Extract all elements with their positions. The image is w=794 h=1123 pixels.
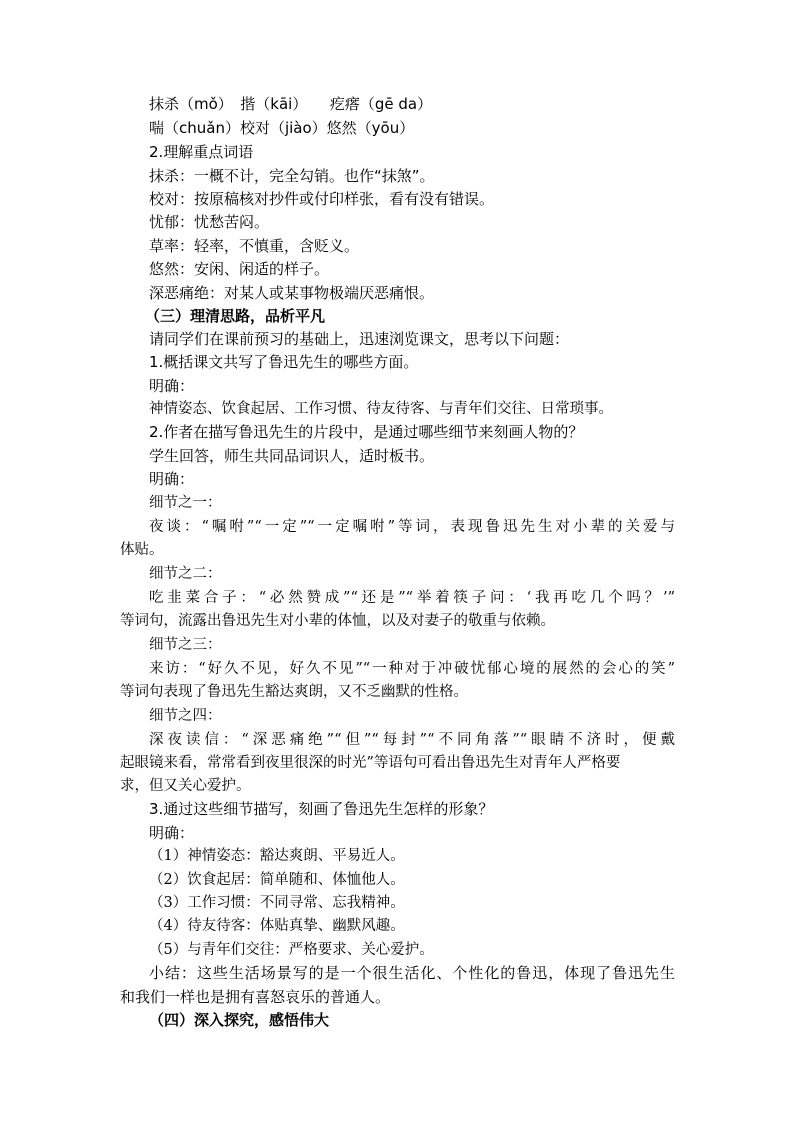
- summary-text-b: 和我们一样也是拥有喜怒哀乐的普通人。: [120, 988, 391, 1006]
- answer-label-2: 明确：: [149, 470, 195, 488]
- detail-4-label: 细节之四：: [149, 708, 222, 724]
- trait-4: （4）待友待客：体贴真挚、幽默风趣。: [149, 918, 405, 934]
- trait-5: （5）与青年们交往：严格要求、关心爱护。: [149, 942, 434, 958]
- section-heading-4: （四）深入探究，感悟伟大: [149, 1011, 330, 1029]
- section-heading-vocabulary: 2.理解重点词语: [149, 143, 254, 161]
- answer-label-1: 明确：: [149, 377, 195, 395]
- trait-2: （2）饮食起居：简单随和、体恤他人。: [149, 872, 405, 888]
- trait-1: （1）神情姿态：豁达爽朗、平易近人。: [149, 848, 405, 864]
- pinyin-line-1: 抹杀（mǒ） 揩（kāi） 疙瘩（gē da）: [149, 95, 433, 113]
- detail-3-text-b: 等词句表现了鲁迅先生豁达爽朗，又不乏幽默的性格。: [120, 684, 468, 700]
- definition-caoshuai: 草率：轻率，不慎重，含贬义。: [149, 237, 360, 255]
- pinyin-line-2: 喘（chuǎn）校对（jiào）悠然（yōu）: [149, 119, 415, 137]
- detail-4-text-c: 求，但又关心爱护。: [120, 778, 251, 794]
- question-1: 1.概括课文共写了鲁迅先生的哪些方面。: [149, 353, 419, 371]
- question-2: 2.作者在描写鲁迅先生的片段中，是通过哪些细节来刻画人物的？: [149, 423, 584, 441]
- detail-3-text-a: 来访：“好久不见，好久不见”“一种对于冲破忧郁心境的展然的会心的笑”: [149, 661, 675, 677]
- detail-1-text-a: 夜谈：“嘱咐”“一定”“一定嘱咐”等词，表现鲁迅先生对小辈的关爱与: [149, 519, 675, 535]
- question-3: 3.通过这些细节描写，刻画了鲁迅先生怎样的形象？: [149, 800, 494, 818]
- student-answer-note: 学生回答，师生共同品词识人，适时板书。: [149, 447, 435, 465]
- detail-3-label: 细节之三：: [149, 637, 222, 653]
- answer-label-3: 明确：: [149, 824, 195, 842]
- detail-4-text-a: 深夜读信：“深恶痛绝”“但”“每封”“不同角落”“眼睛不济时，便戴: [149, 732, 675, 748]
- definition-shenwutongjue: 深恶痛绝：对某人或某事物极端厌恶痛恨。: [149, 284, 435, 302]
- detail-1-label: 细节之一：: [149, 495, 222, 511]
- detail-2-text-b: 等词句，流露出鲁迅先生对小辈的体恤，以及对妻子的敬重与依赖。: [120, 613, 555, 629]
- definition-youran: 悠然：安闲、闲适的样子。: [149, 260, 330, 278]
- definition-mosha: 抹杀：一概不计，完全勾销。也作“抹煞”。: [149, 167, 435, 185]
- detail-2-text-a: 吃韭菜合子：“必然赞成”“还是”“举着筷子问：‘我再吃几个吗？’”: [149, 590, 675, 606]
- detail-1-text-b: 体贴。: [120, 542, 164, 558]
- definition-jiaodui: 校对：按原稿核对抄件或付印样张，看有没有错误。: [149, 190, 495, 208]
- summary-text-a: 小结：这些生活场景写的是一个很生活化、个性化的鲁迅，体现了鲁迅先生: [149, 964, 675, 982]
- section-heading-3: （三）理清思路，品析平凡: [145, 307, 326, 325]
- trait-3: （3）工作习惯：不同寻常、忘我精神。: [149, 895, 405, 911]
- answer-1: 神情姿态、饮食起居、工作习惯、待友待客、与青年们交往、日常琐事。: [149, 401, 613, 417]
- detail-4-text-b: 起眼镜来看，常常看到夜里很深的时光”等语句可看出鲁迅先生对青年人严格要: [120, 755, 621, 771]
- definition-youyu: 忧郁：忧愁苦闷。: [149, 213, 270, 231]
- detail-2-label: 细节之二：: [149, 566, 222, 582]
- instruction-text: 请同学们在课前预习的基础上，迅速浏览课文，思考以下问题：: [149, 330, 570, 348]
